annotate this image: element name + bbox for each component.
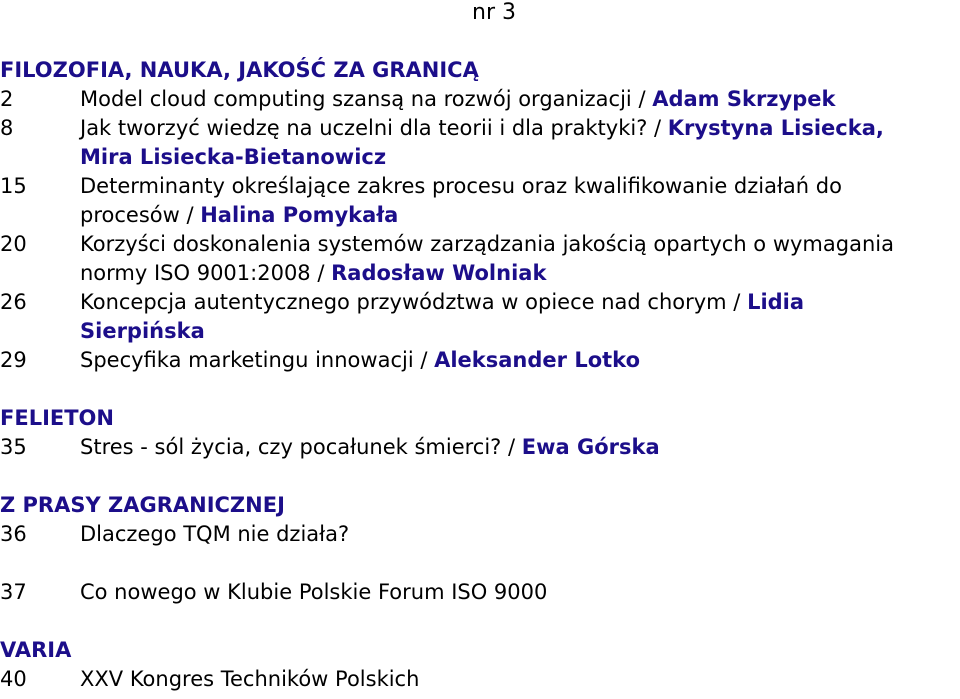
section-title: VARIA bbox=[0, 638, 72, 662]
entry-text bbox=[80, 433, 960, 462]
article-title: Stres - sól życia, czy pocałunek śmierci? / bbox=[80, 435, 522, 459]
article-title: XXV Kongres Techników Polskich bbox=[80, 667, 420, 691]
article-author: Aleksander Lotko bbox=[434, 348, 640, 372]
article-title: Specyfika marketingu innowacji / bbox=[80, 348, 435, 372]
article-author: Halina Pomykała bbox=[200, 203, 399, 227]
page-number: 26 bbox=[0, 290, 27, 314]
page-number: 36 bbox=[0, 522, 27, 546]
spacer bbox=[0, 462, 960, 491]
toc-entry bbox=[0, 85, 960, 114]
article-author: Radosław Wolniak bbox=[331, 261, 547, 285]
article-title: Dlaczego TQM nie działa? bbox=[80, 522, 350, 546]
page-number: 40 bbox=[0, 667, 27, 691]
toc-entry bbox=[0, 665, 960, 694]
entry-text bbox=[80, 346, 960, 375]
toc-entry bbox=[0, 288, 960, 346]
page-number: 29 bbox=[0, 348, 27, 372]
spacer bbox=[0, 607, 960, 636]
entry-text bbox=[80, 230, 960, 288]
entry-text bbox=[80, 172, 960, 230]
toc-entry bbox=[0, 114, 960, 172]
toc-entry bbox=[0, 520, 960, 549]
section-title: Z PRASY ZAGRANICZNEJ bbox=[0, 493, 285, 517]
page-number: 35 bbox=[0, 435, 27, 459]
spacer bbox=[0, 549, 960, 578]
section-title: FELIETON bbox=[0, 406, 114, 430]
toc-entry bbox=[0, 230, 960, 288]
article-title: Korzyści doskonalenia systemów zarządzania jakością opartych o wymagania normy ISO 9001:2008 / bbox=[80, 232, 894, 285]
issue-number: nr 3 bbox=[472, 0, 516, 25]
page-number: 20 bbox=[0, 232, 27, 256]
entry-text bbox=[80, 520, 960, 549]
article-author: Lidia Sierpińska bbox=[80, 290, 805, 343]
toc-entry bbox=[0, 172, 960, 230]
entry-text bbox=[80, 288, 960, 346]
page-number: 15 bbox=[0, 174, 27, 198]
entry-text bbox=[80, 114, 960, 172]
page-number: 8 bbox=[0, 116, 14, 140]
article-title: Jak tworzyć wiedzę na uczelni dla teorii i dla praktyki? / bbox=[80, 116, 668, 140]
spacer bbox=[0, 375, 960, 404]
article-title: Determinanty określające zakres procesu oraz kwalifikowanie działań do procesów / bbox=[80, 174, 842, 227]
toc-entry bbox=[0, 578, 960, 607]
toc-content bbox=[0, 56, 960, 694]
entry-text bbox=[80, 665, 960, 694]
entry-text bbox=[80, 578, 960, 607]
toc-entry bbox=[0, 346, 960, 375]
article-title: Koncepcja autentycznego przywództwa w opiece nad chorym / bbox=[80, 290, 748, 314]
article-title: Model cloud computing szansą na rozwój organizacji / bbox=[80, 87, 653, 111]
article-author: Krystyna Lisiecka, Mira Lisiecka-Bietanowicz bbox=[80, 116, 884, 169]
toc-entry bbox=[0, 433, 960, 462]
article-title: Co nowego w Klubie Polskie Forum ISO 9000 bbox=[80, 580, 548, 604]
page-number: 2 bbox=[0, 87, 14, 111]
section-title: FILOZOFIA, NAUKA, JAKOŚĆ ZA GRANICĄ bbox=[0, 58, 479, 82]
entry-text bbox=[80, 85, 960, 114]
article-author: Ewa Górska bbox=[521, 435, 660, 459]
article-author: Adam Skrzypek bbox=[652, 87, 836, 111]
page-number: 37 bbox=[0, 580, 27, 604]
